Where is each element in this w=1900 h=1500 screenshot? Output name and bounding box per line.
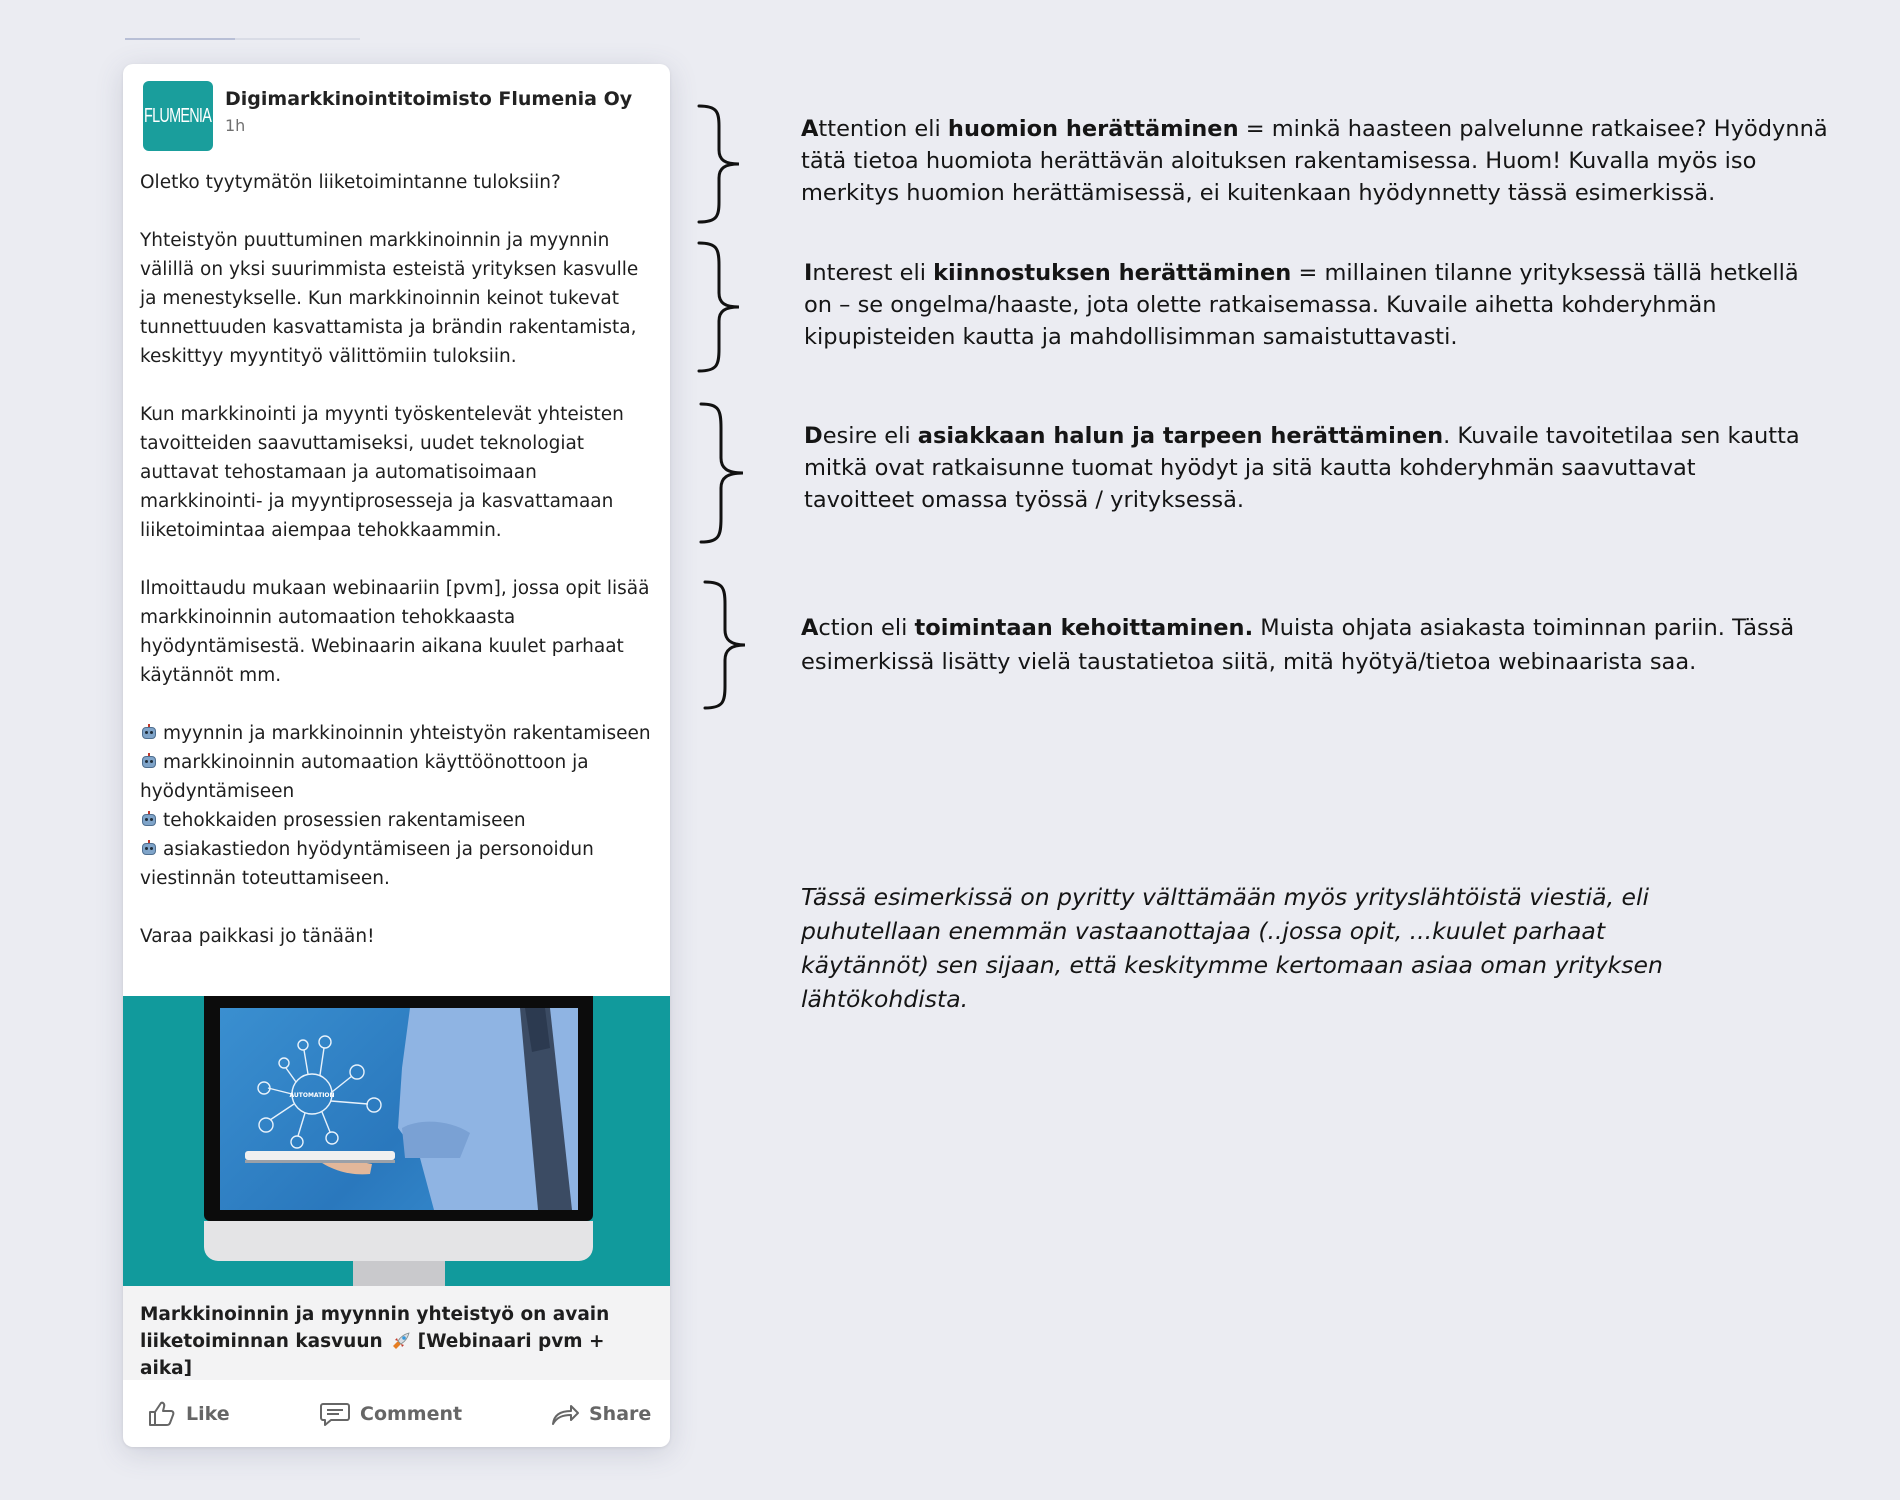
interest-annotation: Interest eli kiinnostuksen herättäminen = millainen tilanne yrityksessä tällä hetkellä on – se ongelma/haaste, jota olette ratkaisemassa. Kuvaile aihetta kohderyhmän kipupisteiden kautta ja mahdollisimman samaistuttavasti. <box>804 260 1799 350</box>
link-preview-image[interactable] <box>123 996 670 1286</box>
desire-annotation: Desire eli asiakkaan halun ja tarpeen herättäminen. Kuvaile tavoitetilaa sen kautta mitkä ovat ratkaisunne tuomat hyödyt ja sitä kautta kohderyhmän saavuttavat tavoitteet omassa työssä / yrityksessä. <box>804 423 1800 513</box>
like-label: Like <box>186 1403 230 1425</box>
link-preview-title: Markkinoinnin ja myynnin yhteistyö on avain liiketoiminnan kasvuun [Webinaari pvm + aika] <box>140 1304 610 1379</box>
robot-emoji-icon <box>140 840 158 857</box>
list-item: tehokkaiden prosessien rakentamiseen <box>140 806 655 835</box>
interest-brace <box>695 241 745 373</box>
attention-initial: A <box>801 116 819 142</box>
share-button[interactable] <box>550 1398 651 1430</box>
post-text <box>140 168 655 980</box>
comment-icon <box>319 1399 351 1429</box>
robot-emoji-icon <box>140 753 158 770</box>
logo-text: FLUMENIA <box>144 104 212 127</box>
company-logo[interactable] <box>143 81 213 151</box>
italic-note: Tässä esimerkissä on pyritty välttämään myös yrityslähtöistä viestiä, eli puhutellaan enemmän vastaanottajaa (..jossa opit, ...kuulet parhaat käytännöt) sen sijaan, että keskitymme kertomaan asiaa oman yrityksen lähtökohdista. <box>801 883 1663 1013</box>
monitor-stand <box>353 1261 445 1286</box>
top-divider <box>125 38 235 40</box>
post-paragraph-problem: Yhteistyön puuttuminen markkinoinnin ja myynnin välillä on yksi suurimmista esteistä yrityksen kasvulle ja menestykselle. Kun markkinoinnin keinot tukevat tunnettuuden kasvattamista ja brändin rakentamista, keskittyy myyntityö välittömiin tuloksiin. <box>140 230 639 367</box>
interest-keyword: kiinnostuksen herättäminen <box>933 260 1292 286</box>
action-brace <box>701 580 751 710</box>
post-paragraph-benefits: Kun markkinointi ja myynti työskentelevät yhteisten tavoitteiden saavuttamiseksi, uudet teknologiat auttavat tehostamaan ja automatisoimaan markkinointi- ja myyntiprosesseja ja kasvattamaan liiketoimintaa aiempaa tehokkaammin. <box>140 404 624 541</box>
monitor-screen <box>220 1008 578 1210</box>
benefit-list <box>140 719 655 893</box>
attention-brace <box>695 104 745 224</box>
list-item: markkinoinnin automaation käyttöönottoon ja hyödyntämiseen <box>140 752 589 802</box>
link-preview-caption-box[interactable] <box>123 1286 670 1380</box>
post-timestamp: 1h <box>225 116 246 135</box>
thumbs-up-icon <box>147 1399 177 1429</box>
social-post-card <box>123 64 670 1447</box>
post-author[interactable]: Digimarkkinointitoimisto Flumenia Oy <box>225 88 633 110</box>
post-paragraph-hook: Oletko tyytymätön liiketoimintanne tuloksiin? <box>140 172 561 193</box>
monitor-chin <box>204 1221 593 1261</box>
post-cta: Varaa paikkasi jo tänään! <box>140 926 375 947</box>
list-item: asiakastiedon hyödyntämiseen ja personoidun viestinnän toteuttamiseen. <box>140 839 594 889</box>
comment-button[interactable] <box>319 1398 462 1430</box>
robot-emoji-icon <box>140 811 158 828</box>
desire-initial: D <box>804 423 823 449</box>
attention-keyword: huomion herättäminen <box>947 116 1239 142</box>
interest-initial: I <box>804 260 813 286</box>
post-action-bar <box>123 1380 670 1447</box>
share-arrow-icon <box>550 1399 580 1429</box>
desire-keyword: asiakkaan halun ja tarpeen herättäminen <box>917 423 1444 449</box>
automation-illustration <box>220 1008 578 1210</box>
action-annotation: Action eli toimintaan kehoittaminen. Muista ohjata asiakasta toiminnan pariin. Tässä esimerkissä lisätty vielä taustatietoa siitä, mitä hyötyä/tietoa webinaarista saa. <box>801 615 1795 675</box>
screen-label: AUTOMATION <box>289 1092 335 1099</box>
list-item: myynnin ja markkinoinnin yhteistyön rakentamiseen <box>140 719 655 748</box>
top-divider-faint <box>235 38 360 40</box>
action-keyword: toimintaan kehoittaminen. <box>914 615 1254 641</box>
share-label: Share <box>589 1403 652 1425</box>
desire-brace <box>697 402 749 544</box>
robot-emoji-icon <box>140 724 158 741</box>
comment-label: Comment <box>360 1403 463 1425</box>
action-initial: A <box>801 615 819 641</box>
like-button[interactable] <box>147 1398 230 1430</box>
attention-annotation: Attention eli huomion herättäminen = minkä haasteen palvelunne ratkaisee? Hyödynnä tätä tietoa huomiota herättävän aloituksen rakentamisessa. Huom! Kuvalla myös iso merkitys huomion herättämisessä, ei kuitenkaan hyödynnetty tässä esimerkissä. <box>801 116 1828 206</box>
post-paragraph-invite: Ilmoittaudu mukaan webinaariin [pvm], jossa opit lisää markkinoinnin automaation tehokkaasta hyödyntämisestä. Webinaarin aikana kuulet parhaat käytännöt mm. <box>140 578 650 686</box>
post-header <box>143 81 654 153</box>
rocket-emoji-icon <box>389 1332 411 1350</box>
